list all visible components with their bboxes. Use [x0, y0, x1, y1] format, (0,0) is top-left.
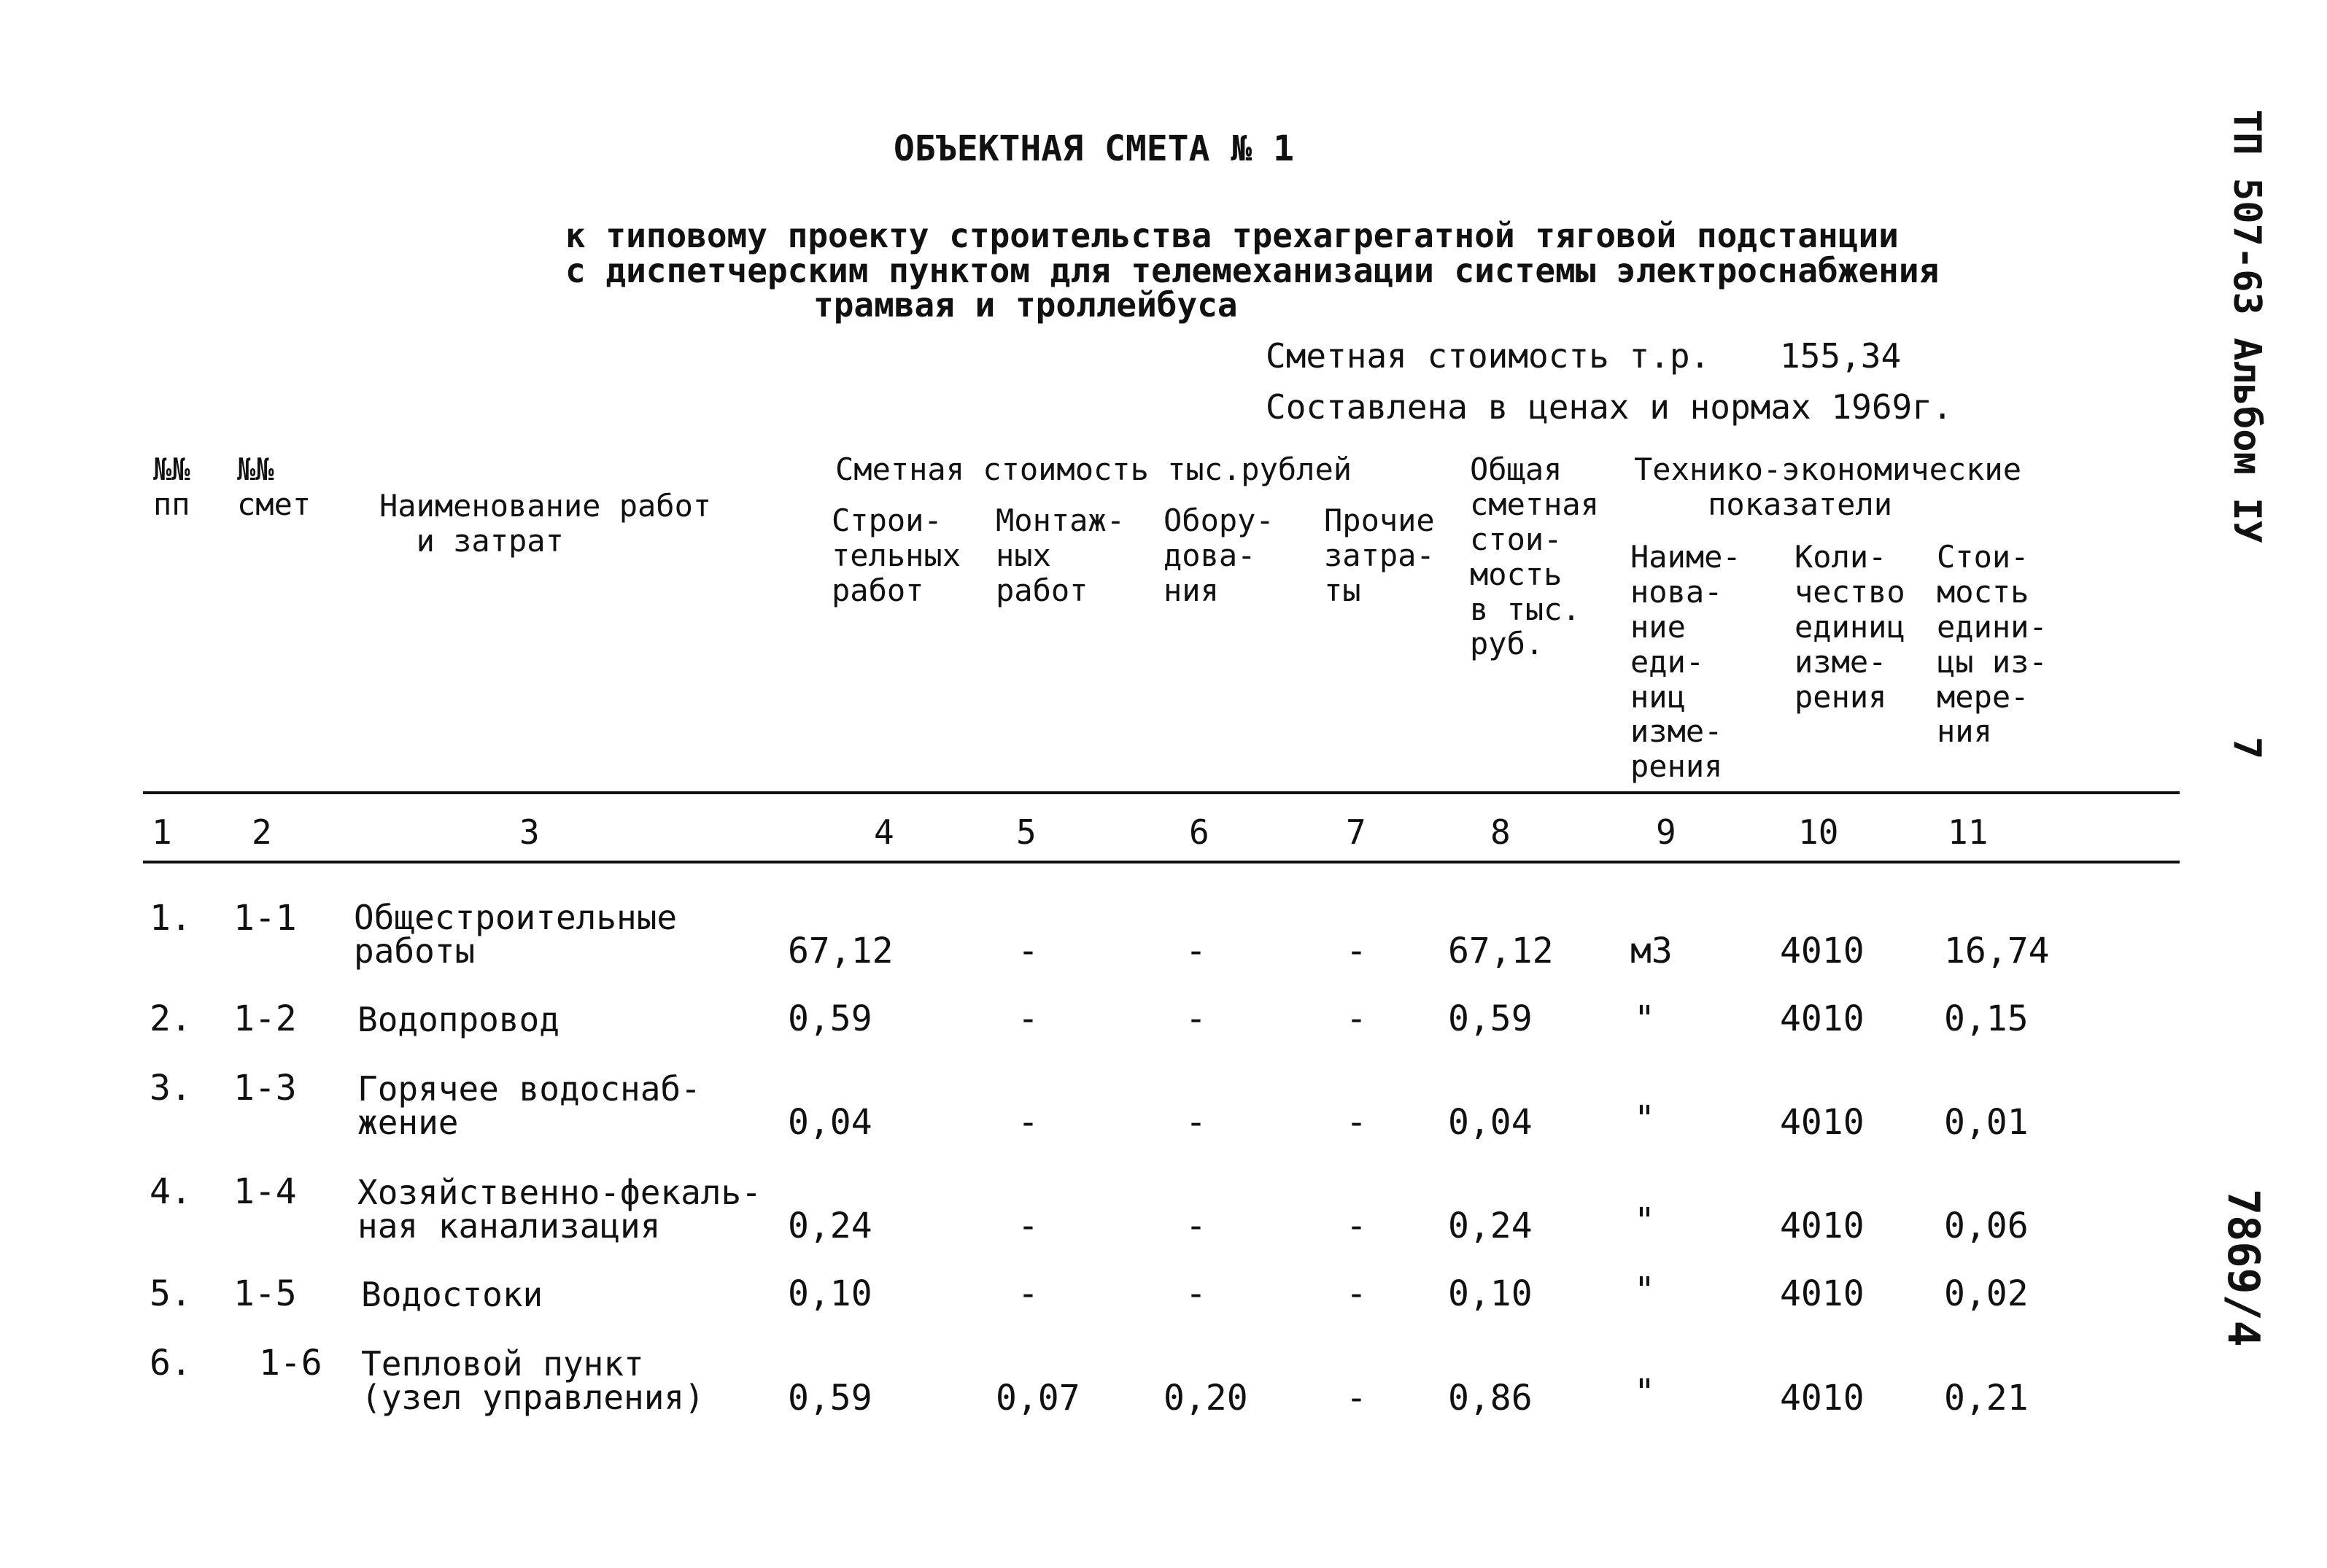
row-construction: 0,10 [788, 1273, 872, 1314]
row-number: 6. [150, 1343, 192, 1383]
header-col-9: Наиме- нова- ние еди- ниц изме- рения [1630, 539, 1741, 785]
header-group-tech: Технико-экономические показатели [1634, 451, 2022, 522]
row-unit: " [1634, 998, 1655, 1039]
row-number: 1. [150, 898, 192, 939]
row-total: 67,12 [1448, 931, 1554, 971]
header-col-4: Строи- тельных работ [832, 502, 961, 608]
subtitle-line-1: к типовому проекту строительства трехагрегатной тяговой подстанции [565, 216, 1899, 255]
row-name: Горячее водоснаб- жение [357, 1069, 701, 1142]
col-number-4: 4 [874, 812, 894, 852]
row-name: Водостоки [361, 1275, 543, 1314]
row-unit-cost: 0,01 [1944, 1102, 2029, 1143]
row-other: - [1346, 1102, 1367, 1143]
row-construction: 67,12 [788, 931, 894, 971]
col-number-3: 3 [519, 812, 540, 852]
row-total: 0,10 [1448, 1273, 1533, 1314]
row-number: 2. [150, 998, 192, 1039]
row-number: 4. [150, 1171, 192, 1212]
header-col-5: Монтаж- ных работ [996, 502, 1126, 608]
row-name: Хозяйственно-фекаль- ная канализация [357, 1173, 762, 1246]
row-quantity: 4010 [1780, 998, 1865, 1039]
row-installation: - [1018, 1102, 1039, 1143]
header-col-8: Общая сметная стои- мость в тыс. руб. [1470, 451, 1600, 662]
row-construction: 0,59 [788, 1378, 872, 1418]
row-code: 1-4 [233, 1171, 297, 1212]
row-unit-cost: 0,15 [1944, 998, 2029, 1039]
row-installation: - [1018, 998, 1039, 1039]
prices-note: Составлена в ценах и нормах 1969г. [1266, 387, 1953, 427]
row-unit-cost: 0,06 [1944, 1206, 2029, 1246]
row-construction: 0,04 [788, 1102, 872, 1143]
row-code: 1-1 [233, 898, 297, 939]
header-col-10: Коли- чество единиц изме- рения [1794, 539, 1905, 715]
col-number-2: 2 [252, 812, 272, 852]
row-unit-cost: 16,74 [1944, 931, 2050, 971]
row-quantity: 4010 [1780, 1378, 1865, 1418]
subtitle-line-2: с диспетчерским пунктом для телемеханизации системы электроснабжения [565, 251, 1940, 290]
cost-label: Сметная стоимость т.р. [1266, 336, 1711, 376]
col-number-9: 9 [1656, 812, 1676, 852]
row-equipment: - [1185, 931, 1207, 971]
subtitle-line-3: трамвая и троллейбуса [813, 285, 1238, 325]
row-name: Общестроительные работы [354, 898, 678, 971]
row-code: 1-5 [233, 1273, 297, 1314]
side-margin [2188, 109, 2276, 1532]
row-unit-cost: 0,21 [1944, 1378, 2029, 1418]
row-code: 1-3 [233, 1068, 297, 1109]
row-total: 0,59 [1448, 998, 1533, 1039]
row-unit: " [1634, 1372, 1655, 1413]
row-name: Водопровод [357, 1000, 560, 1039]
row-installation: - [1018, 1273, 1039, 1314]
header-col-7: Прочие затра- ты [1324, 502, 1435, 608]
row-quantity: 4010 [1780, 1206, 1865, 1246]
row-equipment: - [1185, 998, 1207, 1039]
row-unit-cost: 0,02 [1944, 1273, 2029, 1314]
row-other: - [1346, 998, 1367, 1039]
row-quantity: 4010 [1780, 1273, 1865, 1314]
col-number-8: 8 [1490, 812, 1511, 852]
col-number-5: 5 [1016, 812, 1037, 852]
document-title: ОБЪЕКТНАЯ СМЕТА № 1 [894, 128, 1295, 169]
row-unit: " [1634, 1200, 1655, 1241]
header-col-1: №№ пп [153, 451, 190, 522]
row-unit: " [1634, 1270, 1655, 1311]
row-other: - [1346, 931, 1367, 971]
row-total: 0,24 [1448, 1206, 1533, 1246]
row-other: - [1346, 1206, 1367, 1246]
row-name: Тепловой пункт (узел управления) [361, 1344, 705, 1417]
header-col-11: Стои- мость едини- цы из- мере- ния [1937, 539, 2048, 750]
row-equipment: - [1185, 1206, 1207, 1246]
col-number-6: 6 [1189, 812, 1209, 852]
row-other: - [1346, 1378, 1367, 1418]
row-quantity: 4010 [1780, 1102, 1865, 1143]
row-number: 3. [150, 1068, 192, 1109]
row-total: 0,04 [1448, 1102, 1533, 1143]
header-col-6: Обору- дова- ния [1164, 502, 1274, 608]
row-equipment: 0,20 [1164, 1378, 1248, 1418]
cost-value: 155,34 [1780, 336, 1902, 376]
row-unit: " [1634, 1098, 1655, 1139]
row-number: 5. [150, 1273, 192, 1314]
row-installation: - [1018, 931, 1039, 971]
side-code: ТП 507-63 Альбом IУ [2225, 109, 2269, 543]
row-total: 0,86 [1448, 1378, 1533, 1418]
row-other: - [1346, 1273, 1367, 1314]
header-rule-bottom [143, 861, 2180, 863]
col-number-1: 1 [152, 812, 172, 852]
header-rule-top [143, 791, 2180, 794]
side-sheet-number: 7869/4 [2218, 1189, 2269, 1347]
row-unit: м3 [1630, 931, 1673, 971]
row-installation: 0,07 [996, 1378, 1080, 1418]
row-equipment: - [1185, 1273, 1207, 1314]
row-code: 1-2 [233, 998, 297, 1039]
header-group-cost: Сметная стоимость тыс.рублей [835, 451, 1352, 487]
col-number-7: 7 [1346, 812, 1366, 852]
side-page-number: 7 [2225, 737, 2269, 760]
row-quantity: 4010 [1780, 931, 1865, 971]
row-construction: 0,59 [788, 998, 872, 1039]
row-installation: - [1018, 1206, 1039, 1246]
row-equipment: - [1185, 1102, 1207, 1143]
col-number-10: 10 [1798, 812, 1839, 852]
col-number-11: 11 [1948, 812, 1989, 852]
row-construction: 0,24 [788, 1206, 872, 1246]
header-col-3: Наименование работ и затрат [379, 488, 712, 559]
row-code: 1-6 [259, 1343, 322, 1383]
header-col-2: №№ смет [237, 451, 311, 522]
